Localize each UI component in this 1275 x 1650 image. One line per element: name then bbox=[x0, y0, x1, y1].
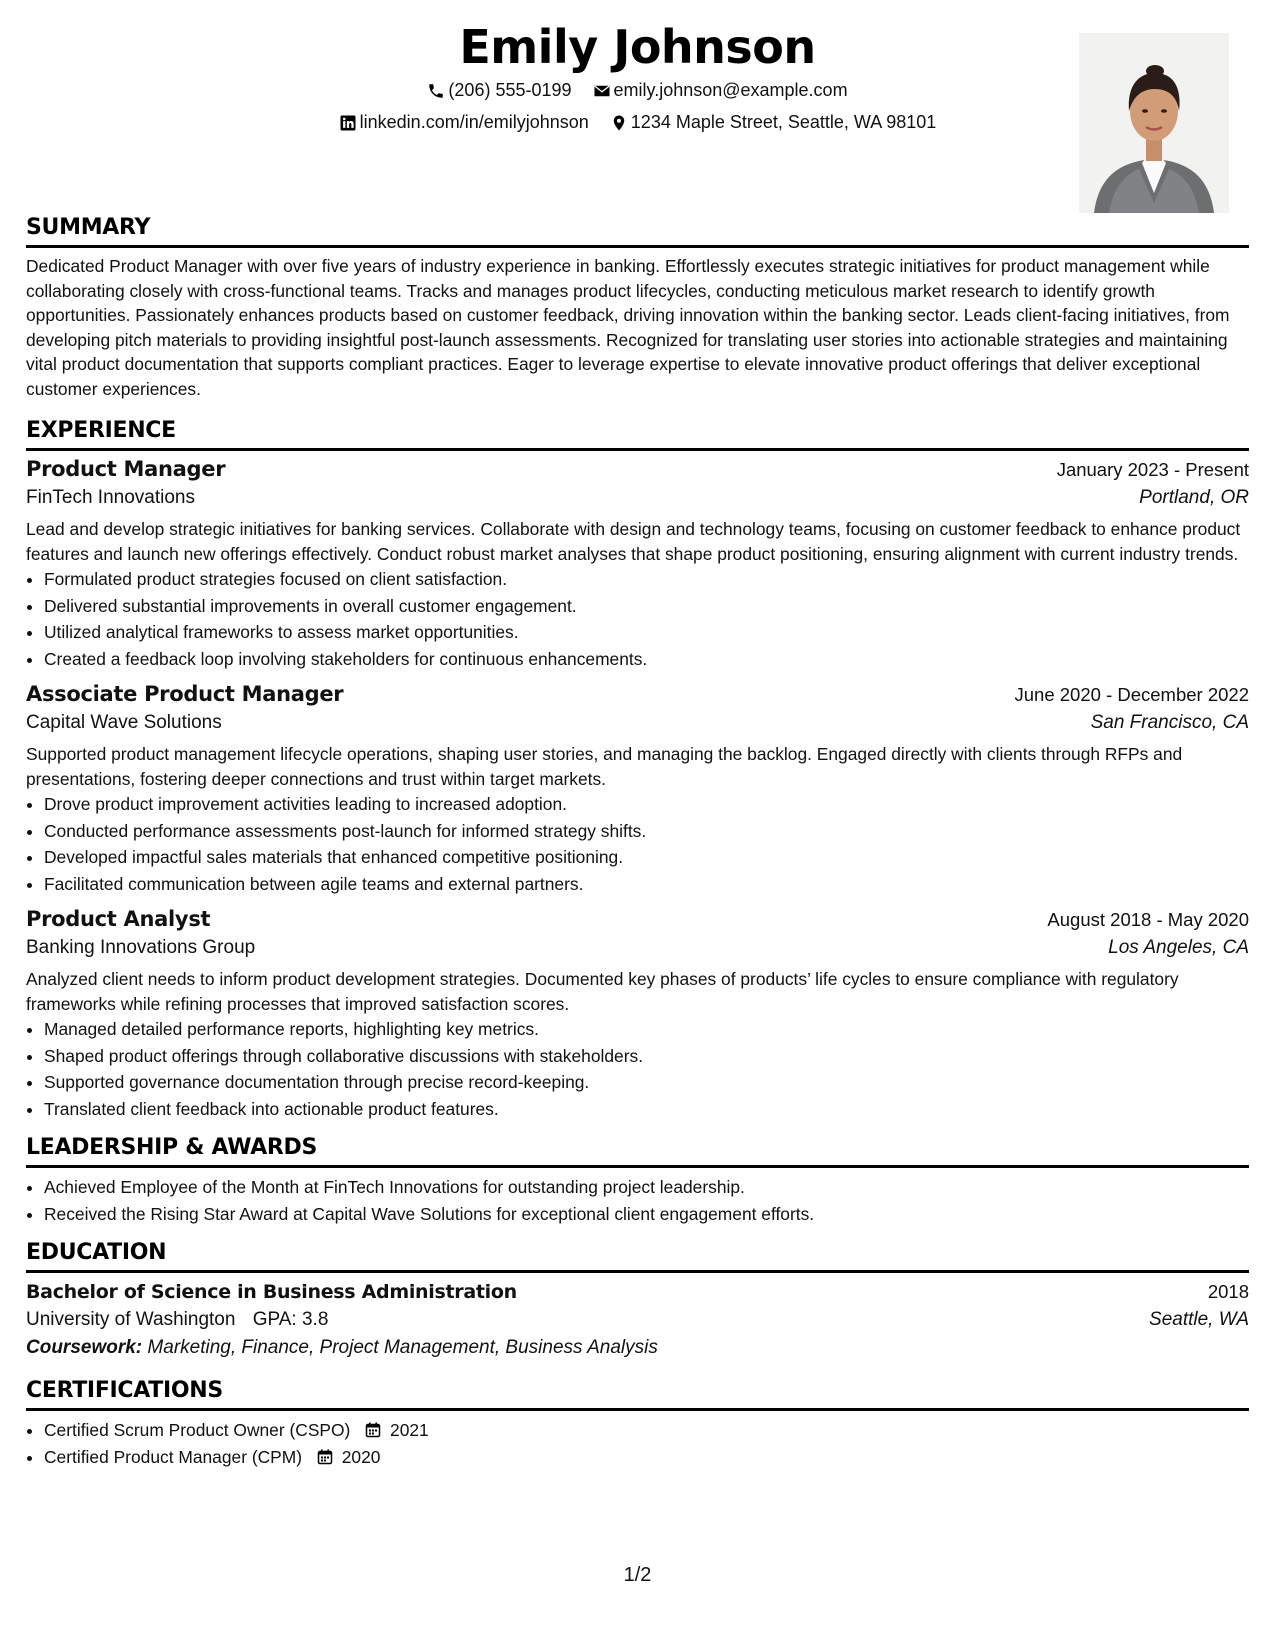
list-item: • Managed detailed performance reports, highlighting key metrics. bbox=[44, 1016, 1249, 1043]
school-line bbox=[26, 1309, 328, 1331]
leadership-section bbox=[26, 1134, 1249, 1227]
gpa: GPA: 3.8 bbox=[252, 1309, 329, 1330]
profile-photo bbox=[1079, 33, 1229, 213]
resume-header bbox=[26, 0, 1249, 210]
job-dates: August 2018 - May 2020 bbox=[1047, 909, 1249, 930]
job-title: Product Manager bbox=[26, 457, 226, 481]
experience-section bbox=[26, 417, 1249, 1122]
experience-heading: EXPERIENCE bbox=[26, 417, 1249, 451]
job-bullets bbox=[26, 1016, 1249, 1122]
list-item: • Created a feedback loop involving stakeholders for continuous enhancements. bbox=[44, 646, 1249, 673]
linkedin-contact[interactable] bbox=[339, 112, 589, 133]
list-item: • Translated client feedback into actionable product features. bbox=[44, 1096, 1249, 1123]
coursework-label: Coursework: bbox=[26, 1337, 143, 1358]
school-location: Seattle, WA bbox=[1149, 1309, 1249, 1330]
degree-title: Bachelor of Science in Business Administration bbox=[26, 1281, 517, 1303]
leadership-list bbox=[26, 1174, 1249, 1227]
list-item: • Formulated product strategies focused on client satisfaction. bbox=[44, 566, 1249, 593]
list-item: • Received the Rising Star Award at Capital Wave Solutions for exceptional client engagement efforts. bbox=[44, 1201, 1249, 1228]
certification-item bbox=[44, 1417, 1249, 1444]
job-entry bbox=[26, 907, 1249, 1122]
email-text: emily.johnson@example.com bbox=[613, 80, 848, 100]
certifications-list bbox=[26, 1417, 1249, 1470]
leadership-heading: LEADERSHIP & AWARDS bbox=[26, 1134, 1249, 1168]
job-title: Product Analyst bbox=[26, 907, 211, 931]
list-item: • Developed impactful sales materials that enhanced competitive positioning. bbox=[44, 844, 1249, 871]
list-item: • Shaped product offerings through collaborative discussions with stakeholders. bbox=[44, 1043, 1249, 1070]
certification-item bbox=[44, 1444, 1249, 1471]
job-location: San Francisco, CA bbox=[1090, 712, 1249, 733]
job-location: Los Angeles, CA bbox=[1108, 937, 1249, 958]
envelope-icon bbox=[593, 82, 611, 100]
address-contact bbox=[610, 112, 937, 133]
phone-contact bbox=[427, 80, 571, 101]
job-company: Capital Wave Solutions bbox=[26, 712, 222, 733]
job-description: Lead and develop strategic initiatives for banking services. Collaborate with design and technology teams, focusing on customer feedback to enhance product features and launch new offerings effectively. Conduct robust market analyses that shape product positioning, ensuring alignment with current industry trends. bbox=[26, 519, 1241, 564]
school-name: University of Washington bbox=[26, 1309, 236, 1330]
job-company: Banking Innovations Group bbox=[26, 937, 256, 958]
education-section bbox=[26, 1239, 1249, 1359]
graduation-year: 2018 bbox=[1207, 1281, 1249, 1302]
map-pin-icon bbox=[610, 114, 628, 132]
calendar-icon bbox=[317, 1449, 333, 1465]
job-bullets bbox=[26, 566, 1249, 672]
coursework-list: Marketing, Finance, Project Management, Business Analysis bbox=[147, 1337, 658, 1358]
list-item: • Facilitated communication between agile teams and external partners. bbox=[44, 871, 1249, 898]
certification-name: Certified Scrum Product Owner (CSPO) bbox=[44, 1420, 351, 1440]
summary-text: Dedicated Product Manager with over five years of industry experience in banking. Effortlessly executes strategic initiatives for product management while collaborating closely with cross-functional teams. Tracks and manages product lifecycles, conducting meticulous market research to identify growth opportunities. Passionately enhances products based on customer feedback, driving innovation within the banking sector. Leads client-facing initiatives, from developing pitch materials to providing insightful post-launch assessments. Recognized for translating user stories into actionable strategies and maintaining vital product documentation that supports compliant practices. Eager to leverage expertise to elevate innovative product offerings that deliver exceptional customer experiences. bbox=[26, 256, 1230, 399]
coursework-line bbox=[26, 1337, 1249, 1359]
list-item: • Drove product improvement activities leading to increased adoption. bbox=[44, 791, 1249, 818]
certification-year: 2021 bbox=[390, 1420, 429, 1440]
linkedin-icon bbox=[339, 114, 357, 132]
certification-year: 2020 bbox=[341, 1446, 381, 1467]
job-dates: January 2023 - Present bbox=[1056, 459, 1249, 480]
list-item: • Achieved Employee of the Month at FinTech Innovations for outstanding project leadership. bbox=[44, 1174, 1249, 1201]
candidate-name: Emily Johnson bbox=[459, 20, 816, 74]
address-text: 1234 Maple Street, Seattle, WA 98101 bbox=[630, 112, 937, 132]
job-company: FinTech Innovations bbox=[26, 487, 195, 508]
phone-text: (206) 555-0199 bbox=[448, 80, 572, 100]
linkedin-text: linkedin.com/in/emilyjohnson bbox=[359, 112, 589, 132]
phone-icon bbox=[427, 82, 445, 100]
list-item: • Conducted performance assessments post-launch for informed strategy shifts. bbox=[44, 818, 1249, 845]
portrait-illustration bbox=[1079, 33, 1229, 213]
list-item: • Utilized analytical frameworks to assess market opportunities. bbox=[44, 619, 1249, 646]
job-bullets bbox=[26, 791, 1249, 897]
summary-heading: SUMMARY bbox=[26, 214, 1249, 248]
job-description: Analyzed client needs to inform product development strategies. Documented key phases of products’ life cycles to ensure compliance with regulatory frameworks while refining processes that improved satisfaction scores. bbox=[26, 969, 1179, 1014]
job-description: Supported product management lifecycle operations, shaping user stories, and managing the backlog. Engaged directly with clients through RFPs and presentations, fostering deeper connections and trust within target markets. bbox=[26, 744, 1183, 789]
education-heading: EDUCATION bbox=[26, 1239, 1249, 1273]
summary-section bbox=[26, 214, 1249, 401]
certification-name: Certified Product Manager (CPM) bbox=[44, 1446, 303, 1467]
list-item: • Supported governance documentation through precise record-keeping. bbox=[44, 1069, 1249, 1096]
job-entry bbox=[26, 682, 1249, 897]
job-title: Associate Product Manager bbox=[26, 682, 344, 706]
page-number: 1/2 bbox=[623, 1564, 652, 1586]
job-dates: June 2020 - December 2022 bbox=[1014, 684, 1249, 705]
list-item: • Delivered substantial improvements in overall customer engagement. bbox=[44, 593, 1249, 620]
calendar-icon bbox=[365, 1422, 381, 1438]
job-location: Portland, OR bbox=[1139, 487, 1249, 508]
job-entry bbox=[26, 457, 1249, 672]
email-contact[interactable] bbox=[593, 80, 848, 101]
contact-line-2 bbox=[26, 112, 1249, 137]
certifications-heading: CERTIFICATIONS bbox=[26, 1377, 1249, 1411]
certifications-section bbox=[26, 1377, 1249, 1470]
contact-line-1 bbox=[26, 80, 1249, 105]
